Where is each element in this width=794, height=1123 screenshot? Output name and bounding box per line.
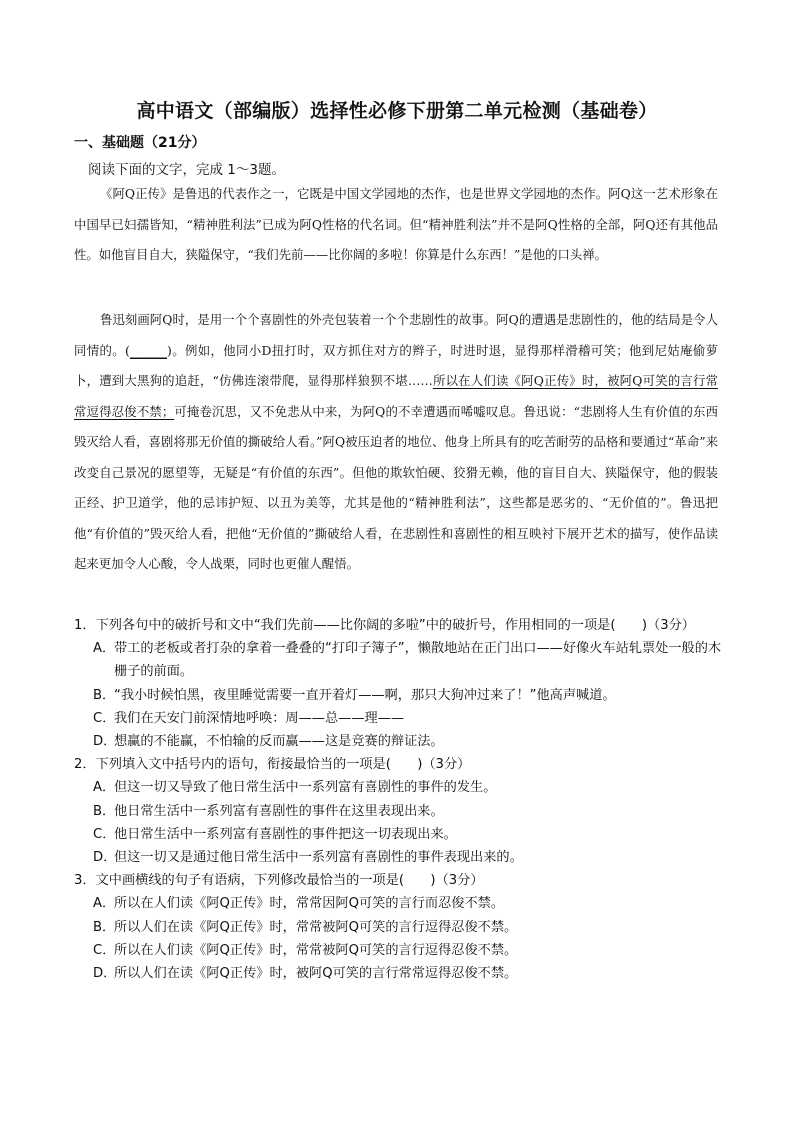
- option-text: 他日常生活中一系列富有喜剧性的事件在这里表现出来。: [114, 803, 444, 819]
- option-text: 所以人们在读《阿Q正传》时，被阿Q可笑的言行常常逗得忍俊不禁。: [114, 966, 518, 982]
- option-text: 但这一切又导致了他日常生活中一系列富有喜剧性的事件的发生。: [114, 780, 497, 796]
- option-letter: B．: [93, 919, 116, 935]
- question-2: [74, 753, 722, 869]
- option-letter: D．: [93, 734, 117, 750]
- underlined-sentence: 所以在人们读《阿Q正传》时，被阿Q可笑的言行常常逗得忍俊不禁；: [74, 373, 718, 419]
- question-1-option-d: [93, 730, 722, 753]
- question-1: [74, 614, 722, 753]
- option-letter: C．: [93, 942, 116, 958]
- passage-paragraph-2: [74, 305, 718, 580]
- question-2-stem: 2．下列填入文中括号内的语句，衔接最恰当的一项是( )（3分）: [74, 757, 471, 773]
- fill-blank: ______: [129, 342, 168, 358]
- option-letter: A．: [93, 896, 116, 912]
- page-title: 高中语文（部编版）选择性必修下册第二单元检测（基础卷）: [136, 100, 658, 122]
- question-3-stem: 3．文中画横线的句子有语病，下列修改最恰当的一项是( )（3分）: [74, 873, 484, 889]
- option-letter: B．: [93, 687, 116, 703]
- question-2-option-c: [93, 823, 722, 846]
- question-2-option-b: [93, 800, 722, 823]
- passage-p2-part-c: 可掩卷沉思，又不免悲从中来，为阿Q的不幸遭遇而唏嘘叹息。鲁迅说：“悲剧将人生有价值的东西毁灭给人看，喜剧将那无价值的撕破给人看。”阿Q被压迫者的地位、他身上所具有的吃苦耐劳的品格和要通过“革命”来改变自己景况的愿望等，无疑是“有价值的东西”。但他的欺软怕硬、狡猾无赖，他的盲目自大、狭隘保守，他的假装正经、护卫道学，他的忌讳护短、以丑为美等，尤其是他的“精神胜利法”，这些都是恶劣的、“无价值的”。鲁迅把他“有价值的”毁灭给人看，把他“无价值的”撕破给人看，在悲剧性和喜剧性的相互映衬下展开艺术的描写，使作品读起来更加令人心酸，令人战栗，同时也更催人醒悟。: [74, 403, 718, 571]
- option-text: 想赢的不能赢，不怕输的反而赢——这是竞赛的辩证法。: [114, 734, 444, 750]
- question-2-option-d: [93, 846, 722, 869]
- option-text: 我们在天安门前深情地呼唤：周——总——理——: [114, 710, 405, 726]
- question-2-option-a: [93, 776, 722, 799]
- option-text: 但这一切又是通过他日常生活中一系列富有喜剧性的事件表现出来的。: [114, 850, 523, 866]
- option-text: 所以人们在读《阿Q正传》时，常常被阿Q可笑的言行逗得忍俊不禁。: [114, 919, 518, 935]
- question-3-option-d: [93, 962, 722, 985]
- question-1-option-b: [93, 684, 722, 707]
- option-letter: A．: [93, 780, 116, 796]
- passage-p2-part-a: 鲁迅刻画阿Q时，是用一个个喜剧性的外壳包装着一个个悲剧性的故事。阿Q的遭遇是悲剧性的，他的结局是令人同情的。(: [74, 312, 718, 358]
- option-letter: C．: [93, 710, 116, 726]
- question-3-option-b: [93, 916, 722, 939]
- option-text: 他日常生活中一系列富有喜剧性的事件把这一切表现出来。: [114, 826, 457, 842]
- reading-instruction: 阅读下面的文字，完成 1～3题。: [88, 162, 285, 178]
- passage-p2-part-b: )。例如，他同小D扭打时，双方抓住对方的辫子，时进时退，显得那样滑稽可笑；他到尼姑庵偷萝卜，遭到大黑狗的追赶，“仿佛连滚带爬，显得那样狼狈不堪……: [74, 342, 718, 388]
- option-text: 所以在人们读《阿Q正传》时，常常因阿Q可笑的言行而忍俊不禁。: [114, 896, 505, 912]
- option-letter: D．: [93, 850, 117, 866]
- option-text: 所以在人们读《阿Q正传》时，常常被阿Q可笑的言行逗得忍俊不禁。: [114, 942, 518, 958]
- question-3: [74, 869, 722, 985]
- option-letter: D．: [93, 966, 117, 982]
- question-1-option-c: [93, 707, 722, 730]
- question-3-option-a: [93, 892, 722, 915]
- option-letter: B．: [93, 803, 116, 819]
- question-3-option-c: [93, 939, 722, 962]
- option-letter: A．: [93, 641, 116, 657]
- option-text: 带工的老板或者打杂的拿着一叠叠的“打印子簿子”，懒散地站在正门出口——好像火车站轧票处一般的木栅子的前面。: [114, 641, 722, 680]
- question-1-stem: 1．下列各句中的破折号和文中“我们先前——比你阔的多啦”中的破折号，作用相同的一项是( )（3分）: [74, 618, 695, 633]
- option-letter: C．: [93, 826, 116, 842]
- question-1-option-a: [93, 637, 722, 683]
- option-text: “我小时候怕黑，夜里睡觉需要一直开着灯——啊，那只大狗冲过来了！”他高声喊道。: [114, 687, 616, 703]
- questions-area: [74, 614, 722, 985]
- passage-paragraph-1: 《阿Q正传》是鲁迅的代表作之一，它既是中国文学园地的杰作，也是世界文学园地的杰作。阿Q这一艺术形象在中国早已妇孺皆知，“精神胜利法”已成为阿Q性格的代名词。但“精神胜利法”并不是阿Q性格的全部，阿Q还有其他品性。如他盲目自大，狭隘保守，“我们先前——比你阔的多啦！你算是什么东西！”是他的口头禅。: [74, 186, 718, 262]
- section-heading: 一、基础题（21分）: [74, 135, 206, 151]
